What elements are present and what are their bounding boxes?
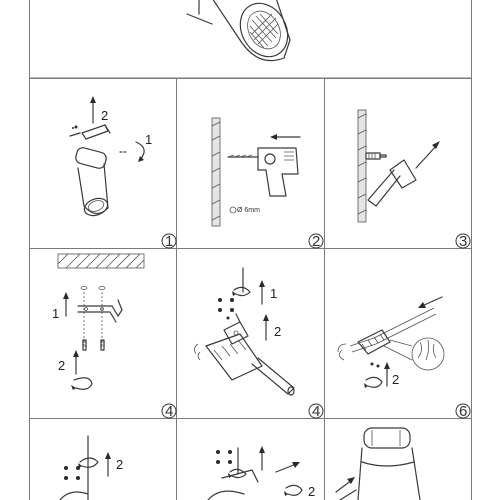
step-4-label-a: 1: [52, 306, 60, 321]
panel-border-3: [325, 79, 472, 249]
step-1-illustration: [70, 96, 176, 250]
step-7-illustration: [60, 436, 123, 500]
grid-lines: [30, 0, 472, 500]
step-1-number: 1: [165, 233, 174, 250]
panel-border-6: [325, 249, 472, 419]
step-4-label-b: 2: [58, 358, 66, 373]
step-8-illustration: [208, 446, 315, 500]
step-1-label-a: 2: [101, 108, 109, 123]
panel-border-9: [325, 419, 472, 500]
step-6-label-a: 2: [392, 372, 400, 387]
step-4-illustration: [52, 254, 176, 420]
step-3-number: 3: [459, 233, 468, 250]
lamp-finished-illustration: [187, 0, 297, 65]
panel-border-8: [177, 419, 325, 500]
drill-size-label: Ø 6mm: [237, 207, 260, 214]
step-5-illustration: [194, 268, 323, 420]
step-8-label-a: 2: [308, 484, 316, 499]
panel-border-2: [177, 79, 325, 249]
top-panel-border: [30, 0, 472, 78]
step-1-label-b: 1: [145, 132, 153, 147]
step-9-illustration: [336, 428, 420, 500]
step-3-illustration: [358, 110, 470, 250]
panel-border-7: [30, 419, 177, 500]
step-5-label-a: 1: [270, 286, 278, 301]
step-2-illustration: [212, 118, 323, 250]
panel-border-1: [30, 79, 177, 249]
panel-border-4: [30, 249, 177, 419]
step-2-number: 2: [312, 233, 321, 250]
panel-border-5: [177, 249, 325, 419]
step-4-number: 4: [165, 403, 174, 420]
step-5-label-b: 2: [274, 324, 282, 339]
step-6-illustration: [338, 297, 470, 420]
step-5-number: 4: [312, 403, 321, 420]
step-6-number: 6: [459, 403, 468, 420]
step-7-label-a: 2: [116, 457, 124, 472]
